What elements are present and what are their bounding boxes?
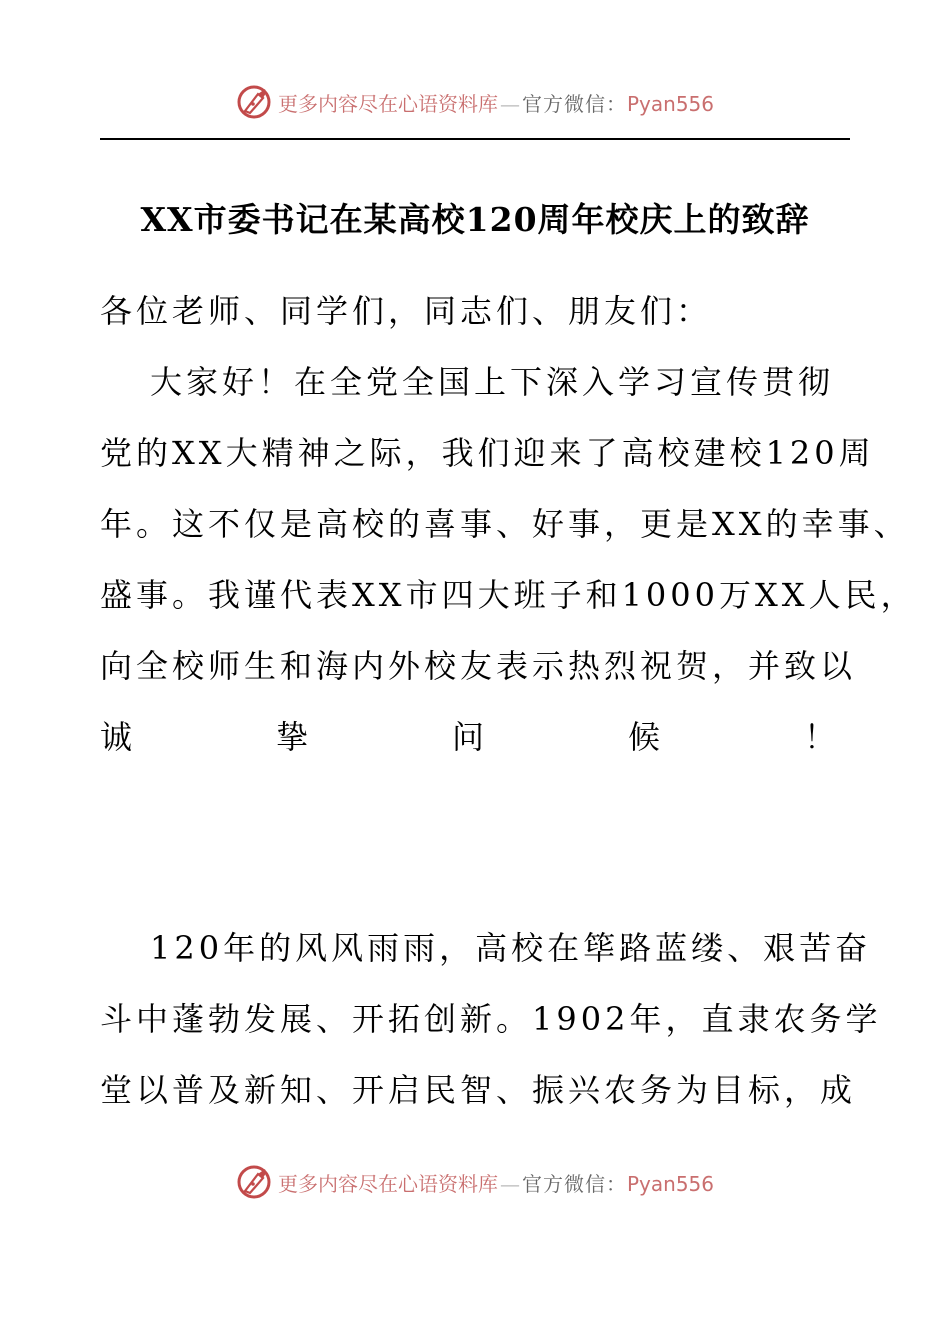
watermark-banner-top	[0, 80, 950, 124]
document-title: XX市委书记在某高校120周年校庆上的致辞	[140, 200, 810, 239]
paragraph-line: 堂以普及新知、开启民智、振兴农务为目标，成	[100, 1071, 857, 1109]
pen-nib-logo-icon	[236, 1164, 272, 1200]
pen-nib-logo-icon	[236, 84, 272, 120]
paragraph-line: 斗中蓬勃发展、开拓创新。1902年，直隶农务学	[100, 1000, 882, 1038]
header-divider	[100, 138, 850, 140]
watermark-text: 更多内容尽在心语资料库 — 官方微信：Pyan556	[277, 91, 714, 116]
paragraph-line: 120年的风风雨雨，高校在筚路蓝缕、艰苦奋	[150, 929, 872, 967]
paragraph-line: 大家好！在全党全国上下深入学习宣传贯彻	[150, 363, 835, 401]
paragraph-line: 盛事。我谨代表XX市四大班子和1000万XX人民，	[100, 576, 917, 614]
justified-line	[100, 717, 836, 757]
spread-char: 问	[451, 718, 484, 756]
salutation-line: 各位老师、同学们，同志们、朋友们：	[100, 292, 713, 330]
paragraph-line: 党的XX大精神之际，我们迎来了高校建校120周	[100, 434, 875, 472]
spread-char: 挚	[275, 718, 308, 756]
spread-char: 候	[627, 718, 660, 756]
watermark-text: 更多内容尽在心语资料库 — 官方微信：Pyan556	[277, 1171, 714, 1196]
spread-char: ！	[803, 718, 836, 756]
paragraph-line: 年。这不仅是高校的喜事、好事，更是XX的幸事、	[100, 505, 910, 543]
paragraph-line: 向全校师生和海内外校友表示热烈祝贺，并致以	[100, 647, 857, 685]
watermark-banner-bottom	[0, 1160, 950, 1204]
spread-char: 诚	[100, 718, 133, 756]
